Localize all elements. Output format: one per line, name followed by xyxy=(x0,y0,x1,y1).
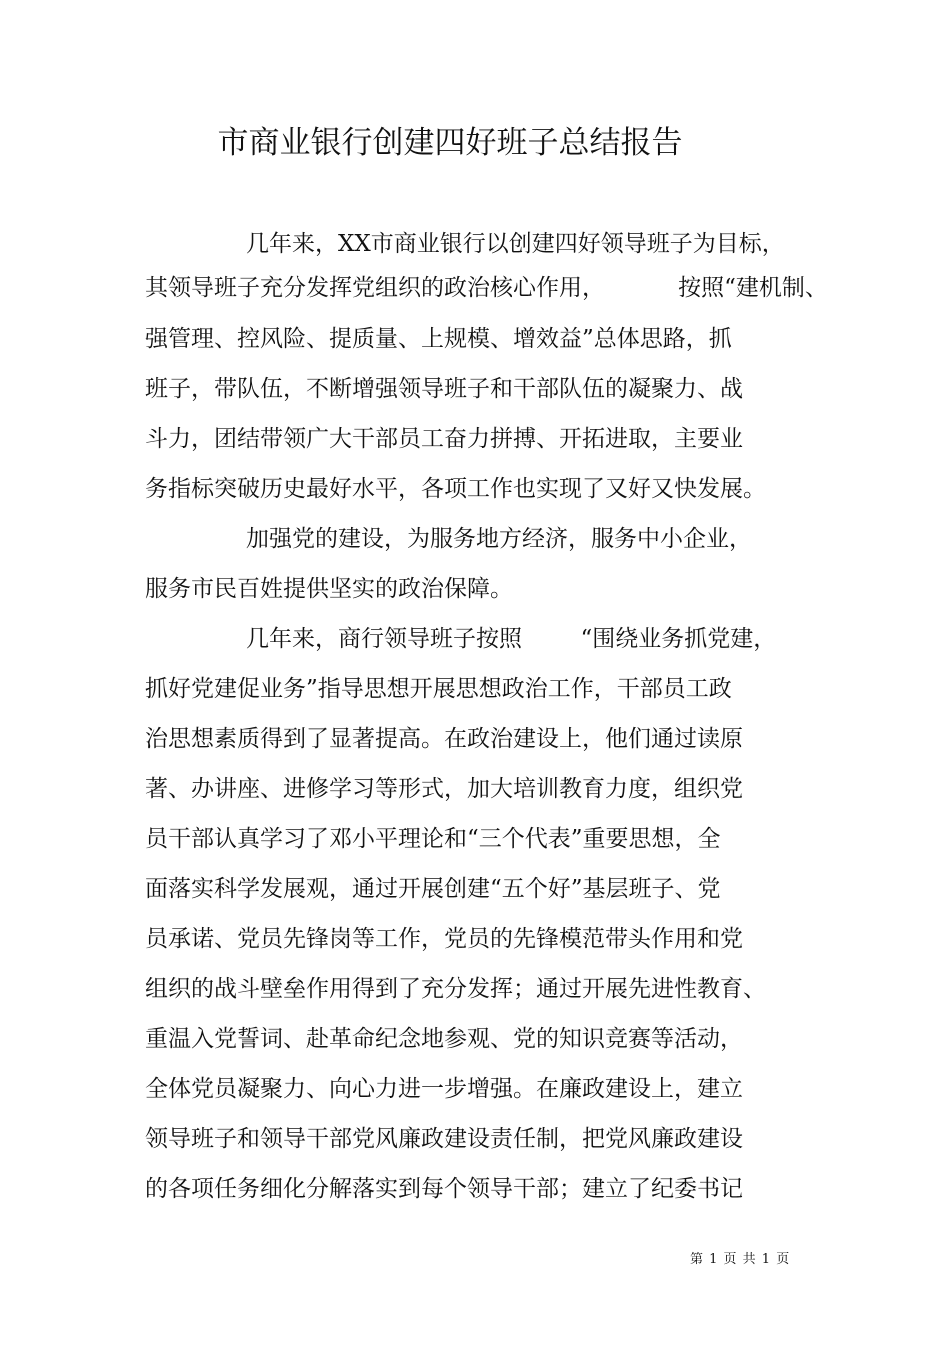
paragraph-line: 著、办讲座、进修学习等形式，加大培训教育力度，组织党 xyxy=(145,776,743,802)
paragraph-line: 全体党员凝聚力、向心力进一步增强。在廉政建设上，建立 xyxy=(145,1076,743,1102)
paragraph-line: 员承诺、党员先锋岗等工作，党员的先锋模范带头作用和党 xyxy=(145,926,743,952)
paragraph-line: 员干部认真学习了邓小平理论和“三个代表”重要思想，全 xyxy=(145,826,721,852)
paragraph-line: 组织的战斗壁垒作用得到了充分发挥；通过开展先进性教育、 xyxy=(145,976,766,1002)
paragraph-line: 重温入党誓词、赴革命纪念地参观、党的知识竞赛等活动， xyxy=(145,1026,743,1052)
paragraph-line: 服务市民百姓提供坚实的政治保障。 xyxy=(145,576,513,602)
paragraph-line: 治思想素质得到了显著提高。在政治建设上，他们通过读原 xyxy=(145,726,743,752)
document-title: 市商业银行创建四好班子总结报告 xyxy=(217,125,683,161)
paragraph-line: 务指标突破历史最好水平，各项工作也实现了又好又快发展。 xyxy=(145,476,766,502)
page-number-footer: 第 1 页 共 1 页 xyxy=(690,1252,791,1267)
paragraph-line: 抓好党建促业务”指导思想开展思想政治工作，干部员工政 xyxy=(145,676,732,702)
paragraph-line: 其领导班子充分发挥党组织的政治核心作用， 按照“建机制、 xyxy=(145,275,828,301)
paragraph-line: 斗力，团结带领广大干部员工奋力拼搏、开拓进取，主要业 xyxy=(145,426,743,452)
paragraph-line: 领导班子和领导干部党风廉政建设责任制，把党风廉政建设 xyxy=(145,1126,743,1152)
paragraph-line: 面落实科学发展观，通过开展创建“五个好”基层班子、党 xyxy=(145,876,721,902)
paragraph-line: 班子，带队伍，不断增强领导班子和干部队伍的凝聚力、战 xyxy=(145,376,743,402)
paragraph-line: 加强党的建设，为服务地方经济，服务中小企业， xyxy=(246,526,752,552)
paragraph-line: 几年来，商行领导班子按照 “围绕业务抓党建， xyxy=(246,626,777,652)
paragraph-line: 的各项任务细化分解落实到每个领导干部；建立了纪委书记 xyxy=(145,1176,743,1202)
paragraph-line: 强管理、控风险、提质量、上规模、增效益”总体思路，抓 xyxy=(145,326,732,352)
paragraph-line: 几年来，XX市商业银行以创建四好领导班子为目标， xyxy=(246,231,785,257)
